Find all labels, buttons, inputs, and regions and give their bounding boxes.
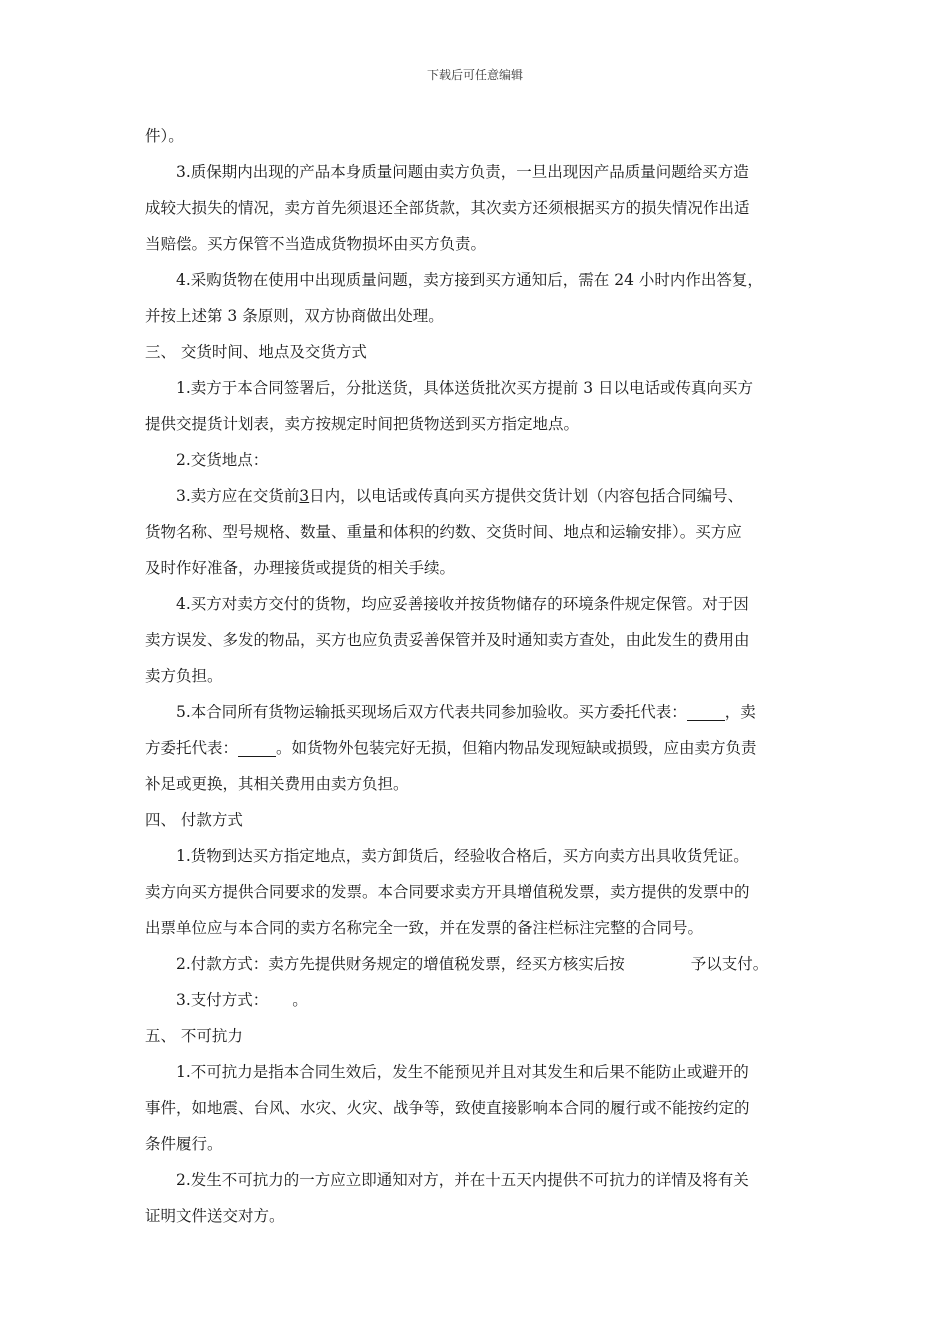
section-heading-delivery: 三、 交货时间、地点及交货方式 [145, 343, 367, 361]
text-span: 2.付款方式：卖方先提供财务规定的增值税发票，经买方核实后按 [176, 955, 625, 973]
paragraph-line: 事件，如地震、台风、水灾、火灾、战争等，致使直接影响本合同的履行或不能按约定的 [145, 1099, 750, 1117]
delivery-clause-5-line [145, 694, 807, 730]
paragraph-line: 卖方向买方提供合同要求的发票。本合同要求卖方开具增值税发票，卖方提供的发票中的 [145, 883, 750, 901]
seller-representative-blank[interactable] [238, 736, 276, 757]
paragraph-line: 及时作好准备，办理接货或提货的相关手续。 [145, 559, 456, 577]
paragraph-line: 出票单位应与本合同的卖方名称完全一致，并在发票的备注栏标注完整的合同号。 [145, 919, 704, 937]
force-majeure-clause-1-line: 1.不可抗力是指本合同生效后，发生不能预见并且对其发生和后果不能防止或避开的 [176, 1063, 749, 1081]
text-span: 日内，以电话或传真向买方提供交货计划（内容包括合同编号、 [309, 487, 744, 505]
delivery-clause-2-line: 2.交货地点： [176, 451, 269, 469]
force-majeure-clause-2-line: 2.发生不可抗力的一方应立即通知对方，并在十五天内提供不可抗力的详情及将有关 [176, 1171, 749, 1189]
underlined-days: 3 [299, 487, 310, 505]
text-span: 3.支付方式： [176, 991, 269, 1009]
paragraph-line: 当赔偿。买方保管不当造成货物损坏由买方负责。 [145, 235, 487, 253]
paragraph-line: 补足或更换，其相关费用由卖方负担。 [145, 775, 409, 793]
paragraph-line: 件）。 [145, 127, 184, 145]
paragraph-line: 货物名称、型号规格、数量、重量和体积的约数、交货时间、地点和运输安排）。买方应 [145, 523, 742, 541]
paragraph-line: 条件履行。 [145, 1135, 223, 1153]
clause-4-quality-line: 4.采购货物在使用中出现质量问题，卖方接到买方通知后，需在 24 小时内作出答复， [176, 271, 763, 289]
paragraph-line: 成较大损失的情况，卖方首先须退还全部货款，其次卖方还须根据买方的损失情况作出适 [145, 199, 750, 217]
text-span: 5.本合同所有货物运输抵买现场后双方代表共同参加验收。买方委托代表： [176, 703, 687, 721]
paragraph-line: 卖方负担。 [145, 667, 223, 685]
buyer-representative-blank[interactable] [687, 700, 725, 721]
page-header: 下载后可任意编辑 [426, 68, 523, 82]
delivery-clause-3-line [145, 478, 807, 514]
text-span: 方委托代表： [145, 739, 239, 757]
paragraph-line: 证明文件送交对方。 [145, 1207, 285, 1225]
paragraph-line: 卖方误发、多发的物品，买方也应负责妥善保管并及时通知卖方查处，由此发生的费用由 [145, 631, 750, 649]
delivery-clause-1-line: 1.卖方于本合同签署后，分批送货，具体送货批次买方提前 3 日以电话或传真向买方 [176, 379, 754, 397]
clause-3-quality-line: 3.质保期内出现的产品本身质量问题由卖方负责，一旦出现因产品质量问题给买方造 [176, 163, 749, 181]
payment-clause-3-line [145, 982, 807, 1018]
text-span: ，卖 [724, 703, 756, 721]
text-span: 。如货物外包装完好无损，但箱内物品发现短缺或损毁，应由卖方负责 [276, 739, 757, 757]
paragraph-line [145, 730, 807, 766]
paragraph-line: 并按上述第 3 条原则，双方协商做出处理。 [145, 307, 444, 325]
payment-clause-2-line [145, 946, 807, 982]
document-body [145, 118, 807, 1234]
text-span: 3.卖方应在交货前 [176, 487, 300, 505]
paragraph-line: 提供交提货计划表，卖方按规定时间把货物送到买方指定地点。 [145, 415, 580, 433]
section-heading-force-majeure: 五、 不可抗力 [145, 1027, 243, 1045]
text-span: 。 [292, 991, 308, 1009]
section-heading-payment: 四、 付款方式 [145, 811, 243, 829]
payment-clause-1-line: 1.货物到达买方指定地点，卖方卸货后，经验收合格后，买方向卖方出具收货凭证。 [176, 847, 749, 865]
delivery-clause-4-line: 4.买方对卖方交付的货物，均应妥善接收并按货物储存的环境条件规定保管。对于因 [176, 595, 749, 613]
text-span: 予以支付。 [690, 955, 769, 973]
